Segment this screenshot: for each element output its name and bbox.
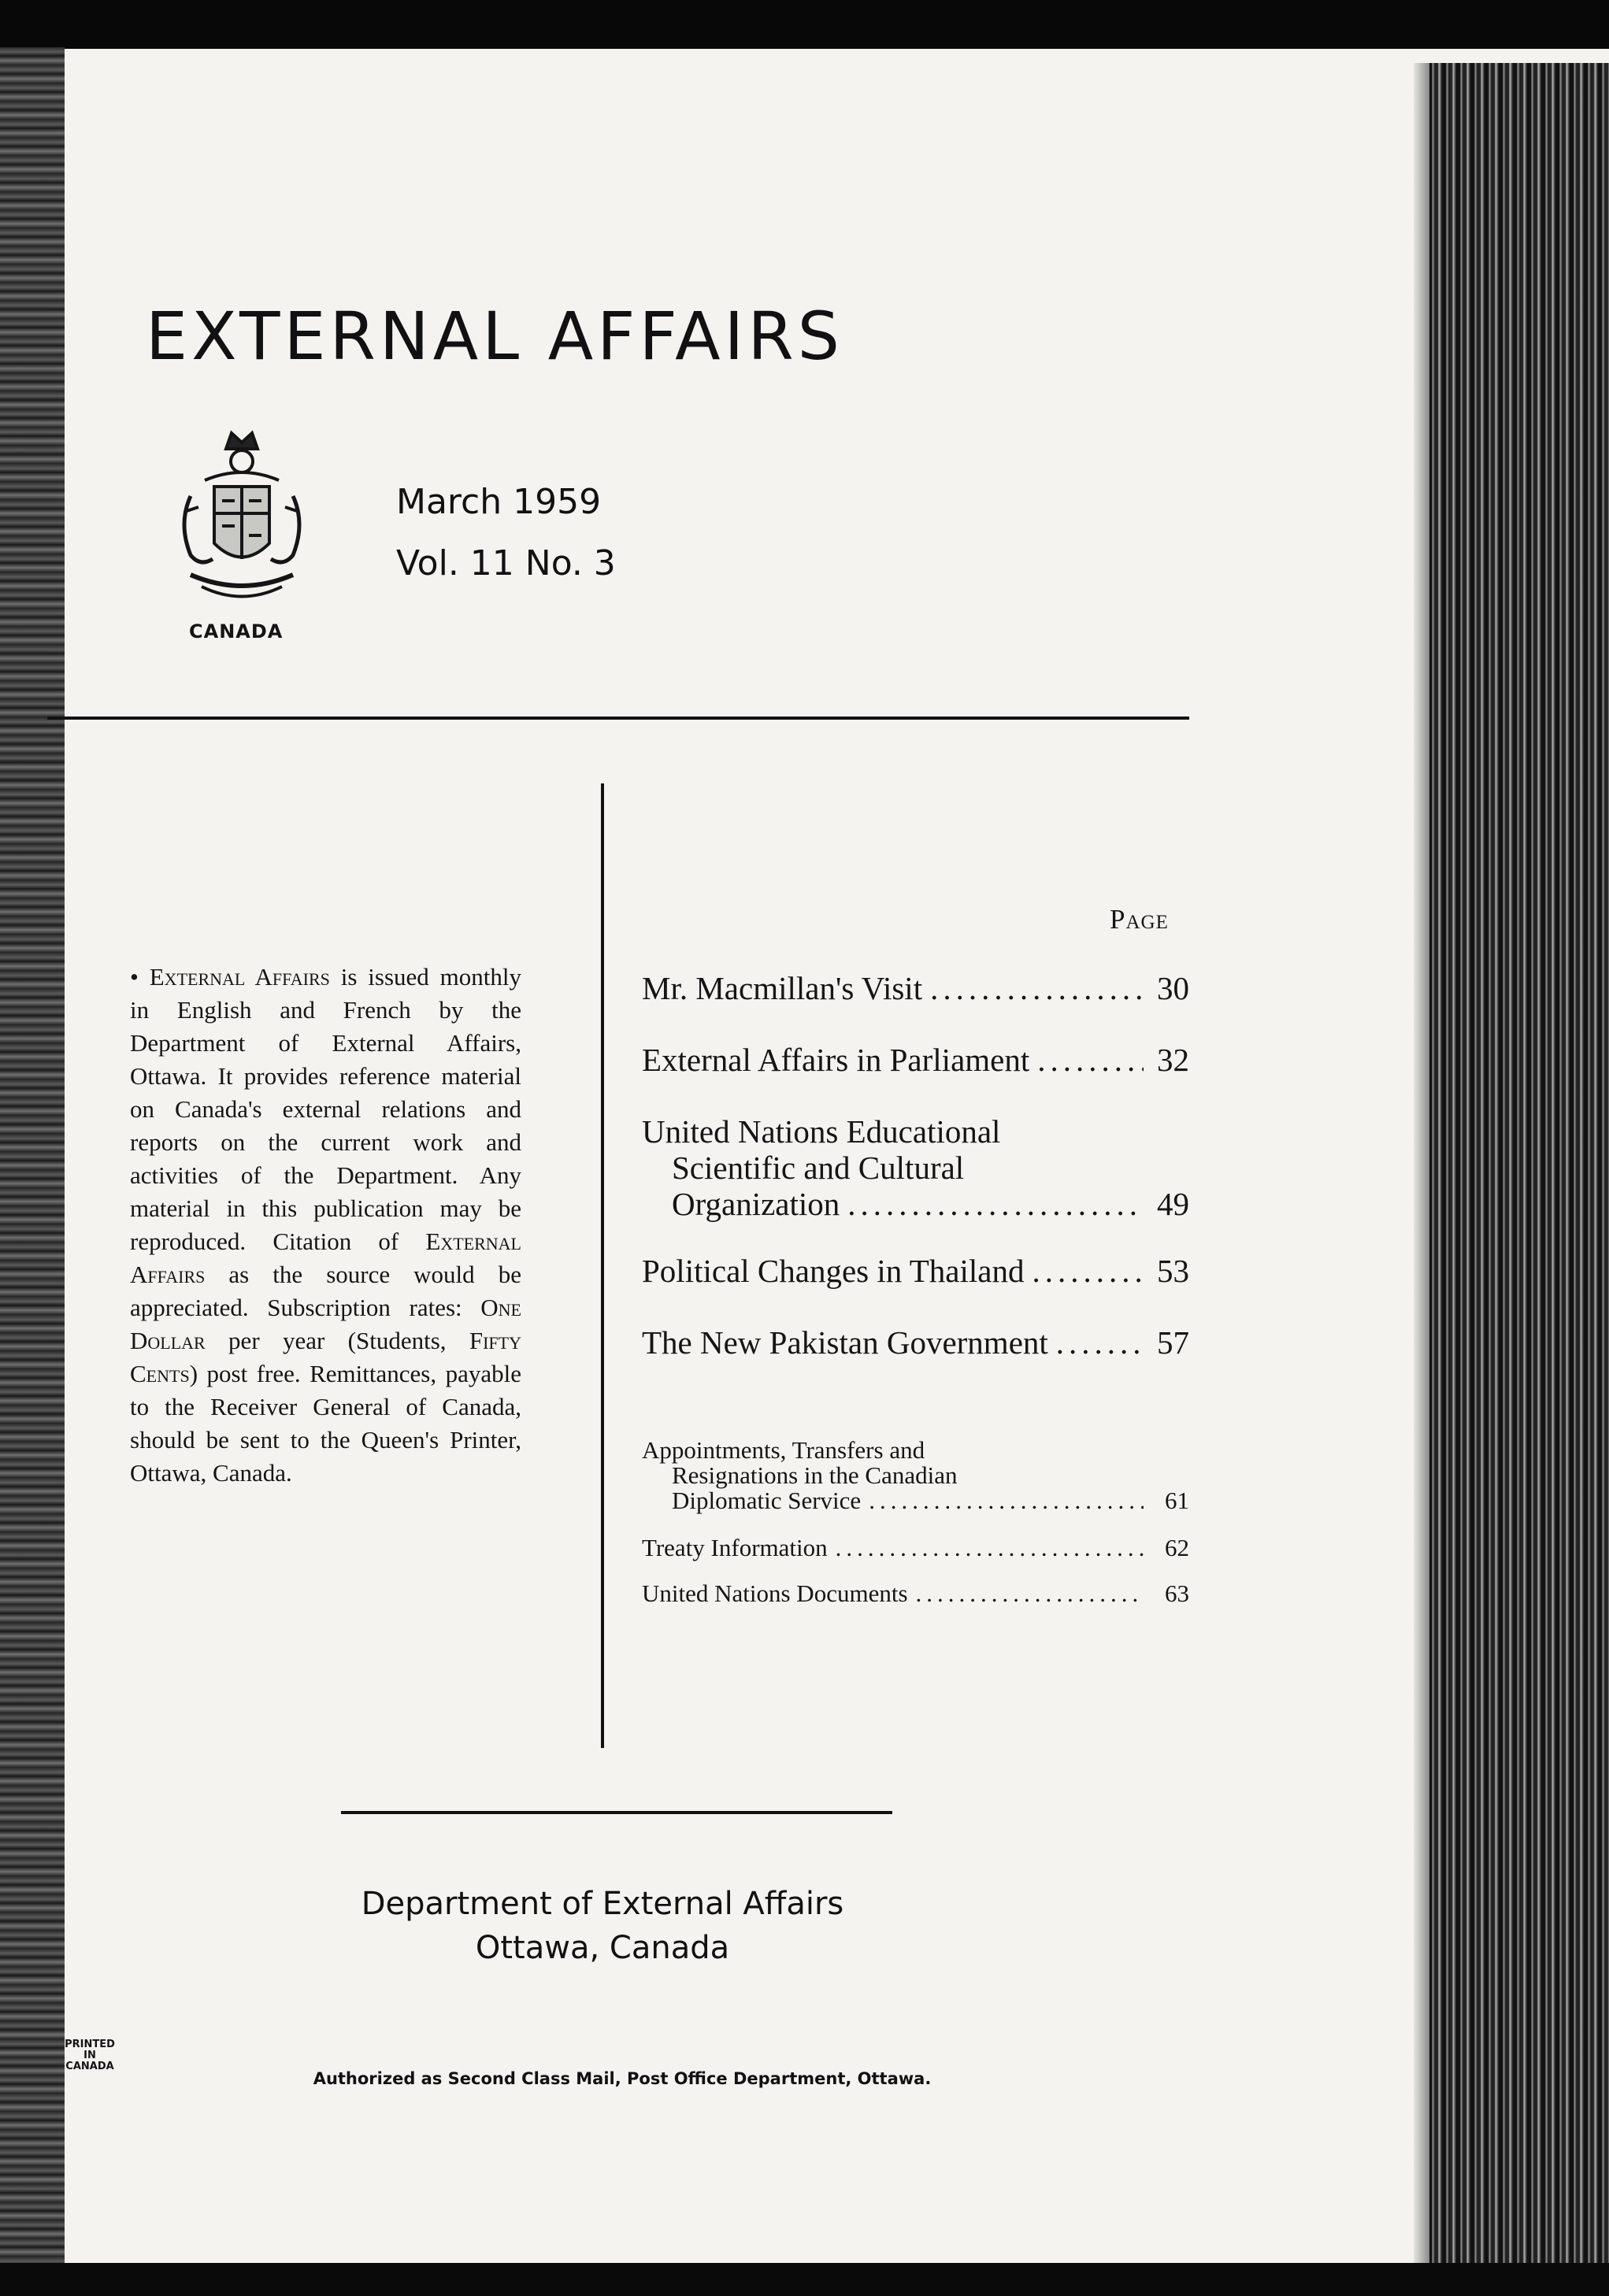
toc-leader-dots	[1056, 1324, 1144, 1361]
printed-in-canada-stamp	[58, 2039, 121, 2072]
publisher-block	[236, 1882, 969, 1970]
toc-entry-page: 49	[1157, 1186, 1189, 1222]
toc-entry-title: United Nations Documents	[642, 1579, 908, 1607]
toc-entry-page: 32	[1157, 1042, 1189, 1078]
toc-entry	[642, 1535, 1189, 1561]
toc-leader-dots	[930, 970, 1144, 1006]
notice-text-4: ) post free. Remittances, payable to the Receiver General of Canada, should be sent to the Queen's Printer, Ottawa, Canada.	[130, 1360, 521, 1487]
toc-entry	[642, 1113, 1189, 1222]
toc-entry-page: 57	[1157, 1324, 1189, 1361]
notice-text-2: as the source would be appreciated. Subscription rates:	[130, 1261, 521, 1321]
horizontal-rule-footer	[341, 1811, 892, 1814]
toc-leader-dots	[1037, 1042, 1144, 1078]
publisher-name: Department of External Affairs	[361, 1886, 844, 1922]
notice-smallcaps-2: External Affairs	[130, 1228, 521, 1288]
notice-text-1: is issued monthly in English and French by the Department of External Affairs, Ottawa. It provides reference material on Canada's external relations and reports on the current work and activities of the Department. Any material in this publication may be reproduced. Citation of	[130, 963, 522, 1255]
toc-entry-title: Diplomatic Service	[672, 1487, 862, 1514]
toc-entry	[642, 970, 1189, 1006]
toc-page-heading: Page	[1110, 904, 1169, 935]
column-divider	[601, 783, 604, 1748]
publisher-location: Ottawa, Canada	[475, 1930, 730, 1966]
toc-entry	[642, 1324, 1189, 1361]
toc-leader-dots	[869, 1488, 1144, 1513]
toc-entry-page: 61	[1165, 1487, 1189, 1514]
crest-caption: CANADA	[189, 620, 284, 643]
mail-authorization: Authorized as Second Class Mail, Post Office Department, Ottawa.	[313, 2069, 932, 2088]
scan-border-top	[0, 0, 1609, 49]
toc-entry	[642, 1438, 1189, 1513]
bullet: •	[130, 963, 139, 991]
toc-entry-page: 63	[1165, 1579, 1189, 1607]
toc-entry-line: Resignations in the Canadian	[672, 1461, 958, 1489]
toc-entry-page: 30	[1157, 970, 1189, 1006]
toc-entry-line: United Nations Educational	[642, 1113, 1001, 1150]
stamp-line: CANADA	[65, 2061, 114, 2072]
notice-smallcaps-4: Fifty Cents	[130, 1327, 521, 1387]
toc-entry	[642, 1581, 1189, 1606]
masthead-title: EXTERNAL AFFAIRS	[146, 298, 843, 375]
toc-leader-dots	[916, 1581, 1144, 1606]
toc-entry-line: Appointments, Transfers and	[642, 1436, 925, 1464]
issue-volume: Vol. 11 No. 3	[396, 543, 616, 583]
notice-text-3: per year (Students,	[205, 1327, 469, 1354]
notice-smallcaps-3: One Dollar	[130, 1294, 521, 1354]
toc-entry	[642, 1253, 1189, 1289]
toc-leader-dots	[836, 1535, 1144, 1561]
toc-entry-title: Mr. Macmillan's Visit	[642, 970, 923, 1006]
toc-entry-title: External Affairs in Parliament	[642, 1042, 1030, 1078]
toc-entry-title: Organization	[672, 1186, 840, 1222]
toc-entry-title: Political Changes in Thailand	[642, 1253, 1025, 1289]
horizontal-rule-top	[47, 717, 1189, 720]
scan-border-bottom	[0, 2263, 1609, 2296]
toc-leader-dots	[1032, 1253, 1144, 1289]
toc-entry-page: 53	[1157, 1253, 1189, 1289]
toc-entry-page: 62	[1165, 1534, 1189, 1561]
canadian-coat-of-arms-icon	[167, 425, 317, 614]
toc-entry-title: The New Pakistan Government	[642, 1324, 1048, 1361]
toc-entry	[642, 1042, 1189, 1078]
scan-border-left	[0, 47, 65, 2265]
toc-entry-title: Treaty Information	[642, 1534, 828, 1561]
scan-page-edges	[1414, 63, 1609, 2265]
publication-notice	[130, 961, 521, 1490]
toc-leader-dots	[847, 1186, 1144, 1222]
issue-date: March 1959	[396, 482, 602, 522]
stamp-line: PRINTED	[65, 2039, 115, 2050]
stamp-line: IN	[83, 2050, 96, 2061]
notice-smallcaps-1: External Affairs	[149, 963, 330, 991]
toc-entry-line: Scientific and Cultural	[672, 1150, 965, 1186]
